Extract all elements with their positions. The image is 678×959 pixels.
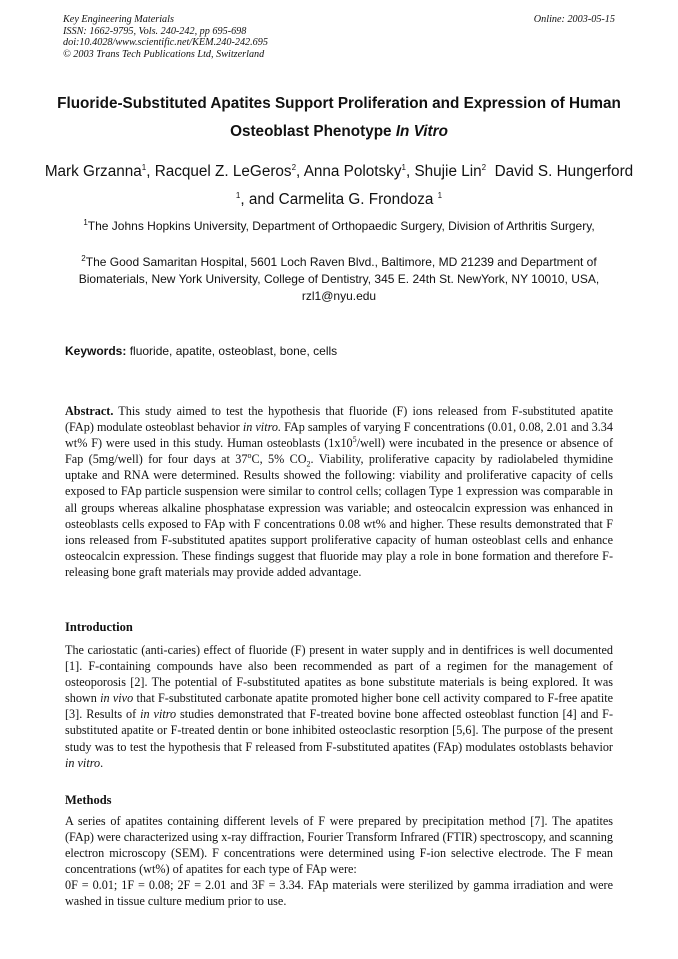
journal-header <box>63 14 268 60</box>
author-name: Racquel Z. LeGeros <box>154 163 292 180</box>
abstract: Abstract. This study aimed to test the hypothesis that fluoride (F) ions released from F-substituted apatite (FAp) modulate osteoblast behavior in vitro. FAp samples of varying F concentrations (0.01, 0.08, 2.01 and 3.34 wt% F) were used in this study. Human osteoblasts $(1x10^5/well)$ were incubated in the presence or absence of Fap (5mg/well) for four days at 37$^o$C, 5% $CO_2$. Viability, proliferative capacity by radiolabeled thymidine uptake and RNA were determined. Results showed the following: viability and proliferative capacity of cells exposed to FAp particle suspension were similar to control cells; collagen Type 1 expression was comparable in all groups whereas alkaline phosphatase expression was variable; and osteocalcin expression was enhanced in osteoblasts cells exposed to FAp with F concentrations 0.08 wt% and higher. These results demonstrated that F ions released from F-substituted apatites support proliferative capacity of human osteoblast cells and enhance osteocalcin expression. These findings suggest that fluoride may play a role in bone formation and therefore F-releasing bone graft materials may provide added advantage. <box>65 404 614 579</box>
introduction-paragraph: The cariostatic (anti-caries) effect of fluoride (F) present in water supply and in dentifrices is well documented [1]. F-containing compounds have also been recommended as part of a regimen for the management of osteoporosis [2]. The potential of F-substituted apatites as bone substitute materials is being explored. It was shown in vivo that F-substituted carbonate apatite promoted higher bone cell activity compared to F-free apatite [3]. Results of in vitro studies demonstrated that F-treated bovine bone affected osteoblast function [4] and F-substituted apatite or F-treated dentin or bone inhibited osteoclastic resorption [5,6]. The purpose of the present study was to test the hypothesis that F released from F-substituted apatites (FAp) modulates ostoblasts behavior in vitro. <box>65 643 614 770</box>
author-affil-mark: 1 <box>141 162 147 172</box>
email: rzl1@nyu.edu <box>301 289 377 303</box>
introduction-heading: Introduction <box>65 620 133 634</box>
keywords-label: Keywords: <box>65 344 127 358</box>
keywords <box>65 344 337 358</box>
copyright-line: © 2003 Trans Tech Publications Ltd, Switzerland <box>63 48 265 60</box>
keywords-text: fluoride, apatite, osteoblast, bone, cells <box>126 344 338 358</box>
methods-heading: Methods <box>65 793 112 807</box>
online-date: Online: 2003-05-15 <box>533 14 615 25</box>
author-name: Mark Grzanna <box>44 163 142 180</box>
paper-title <box>40 90 638 146</box>
author-name: Carmelita G. Frondoza <box>278 191 434 208</box>
author-list: Mark Grzanna$^1$, Racquel Z. LeGeros$^2$, Anna Polotsky$^1$, Shujie Lin$^2$ David S. Hungerford $^1$, and Carmelita G. Frondoza $^1$ <box>44 162 634 208</box>
author-affil-mark: 2 <box>291 162 297 172</box>
title-main: Fluoride-Substituted Apatites Support Proliferation and Expression of Human Osteoblast Phenotype <box>57 95 621 140</box>
abstract-label: Abstract. <box>65 404 114 418</box>
author-name: David S. Hungerford <box>494 163 634 180</box>
issn-line: ISSN: 1662-9795, Vols. 240-242, pp 695-698 <box>63 25 247 37</box>
journal-name: Key Engineering Materials <box>63 14 174 25</box>
affiliation-2: $^2$The Good Samaritan Hospital, 5601 Loch Raven Blvd., Baltimore, MD 21239 and Department of Biomaterials, New York University, College of Dentistry, 345 E. 24th St. NewYork, NY 10010, USA, rzl1@nyu.edu <box>78 254 600 303</box>
affiliation-1: $^1$The Johns Hopkins University, Department of Orthopaedic Surgery, Division of Arthritis Surgery, <box>83 218 595 233</box>
methods-paragraph: A series of apatites containing different levels of F were prepared by precipitation method [7]. The apatites (FAp) were characterized using x-ray diffraction, Fourier Transform Infrared (FTIR) spectroscopy, and scanning electron microscopy (SEM). F concentrations were determined using F-ion selective electrode. The F mean concentrations (wt%) of apatites for each type of FAp were: 0F = 0.01; 1F = 0.08; 2F = 2.01 and 3F = 3.34. FAp materials were sterilized by gamma irradiation and were washed in tissue culture medium prior to use. <box>65 814 613 909</box>
author-name: Anna Polotsky <box>303 163 402 180</box>
title-italic: In Vitro <box>395 123 448 140</box>
author-affil-mark: 2 <box>481 162 487 172</box>
author-affil-mark: 1 <box>401 162 406 172</box>
doi-line: doi:10.4028/www.scientific.net/KEM.240-242.695 <box>63 37 268 48</box>
author-affil-mark: 1 <box>235 190 241 200</box>
author-affil-mark: 1 <box>437 190 443 200</box>
author-name: Shujie Lin <box>414 163 482 180</box>
